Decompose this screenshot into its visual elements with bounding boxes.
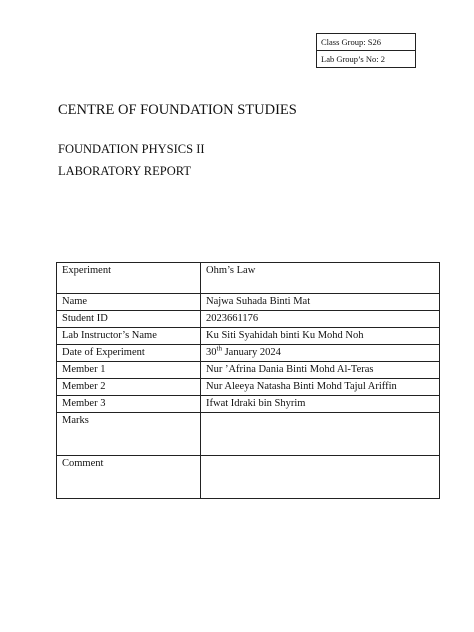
marks-label: Marks (57, 413, 201, 456)
comment-value (201, 456, 440, 499)
report-heading: LABORATORY REPORT (58, 164, 191, 178)
class-group-box (316, 33, 416, 68)
member-3-label: Member 3 (57, 396, 201, 413)
table-row-experiment (57, 263, 440, 294)
instructor-label: Lab Instructor’s Name (57, 328, 201, 345)
report-details-table (56, 262, 440, 499)
table-row-student-id (57, 311, 440, 328)
table-row-name (57, 294, 440, 311)
member-3-value: Ifwat Idraki bin Shyrim (201, 396, 440, 413)
table-row-member-3 (57, 396, 440, 413)
table-row-member-2 (57, 379, 440, 396)
date-suffix: th (216, 344, 222, 353)
course-heading: FOUNDATION PHYSICS II (58, 142, 205, 156)
name-label: Name (57, 294, 201, 311)
student-id-value: 2023661176 (201, 311, 440, 328)
marks-value (201, 413, 440, 456)
member-1-value: Nur ’Afrina Dania Binti Mohd Al-Teras (201, 362, 440, 379)
date-day: 30 (206, 347, 217, 358)
member-2-value: Nur Aleeya Natasha Binti Mohd Tajul Ariffin (201, 379, 440, 396)
student-id-label: Student ID (57, 311, 201, 328)
table-row-instructor (57, 328, 440, 345)
table-row-member-1 (57, 362, 440, 379)
member-1-label: Member 1 (57, 362, 201, 379)
comment-label: Comment (57, 456, 201, 499)
member-2-label: Member 2 (57, 379, 201, 396)
experiment-value: Ohm’s Law (201, 263, 440, 294)
date-value (201, 345, 440, 362)
class-group-cell: Class Group: S26 (317, 34, 416, 51)
experiment-label: Experiment (57, 263, 201, 294)
table-row-comment (57, 456, 440, 499)
date-rest: January 2024 (221, 347, 281, 358)
centre-heading: CENTRE OF FOUNDATION STUDIES (58, 102, 297, 118)
table-row-marks (57, 413, 440, 456)
table-row-date (57, 345, 440, 362)
instructor-value: Ku Siti Syahidah binti Ku Mohd Noh (201, 328, 440, 345)
lab-group-cell: Lab Group’s No: 2 (317, 51, 416, 68)
date-label: Date of Experiment (57, 345, 201, 362)
name-value: Najwa Suhada Binti Mat (201, 294, 440, 311)
